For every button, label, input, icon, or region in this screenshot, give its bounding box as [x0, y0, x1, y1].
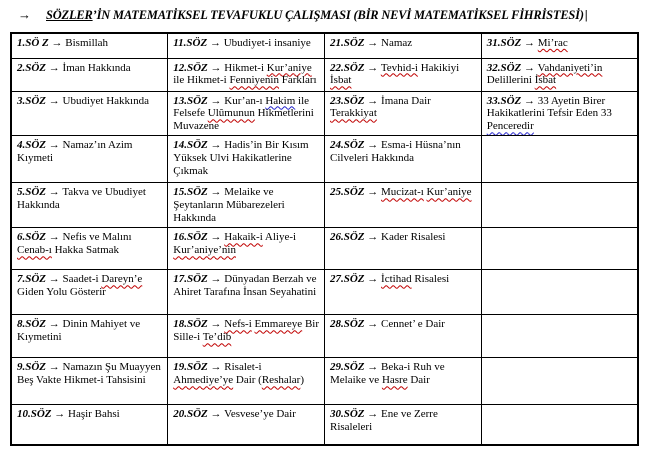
cell-text: ) — [300, 374, 304, 387]
soz-number-label: 22.SÖZ — [330, 61, 365, 74]
arrow-icon: → — [364, 186, 382, 199]
soz-number-label: 6.SÖZ — [17, 231, 47, 244]
spellcheck-flagged-word: Emmareye — [254, 318, 303, 331]
table-row — [11, 315, 638, 358]
arrow-icon: → — [207, 408, 225, 421]
table-cell-empty — [481, 136, 638, 183]
table-cell — [168, 315, 325, 358]
table-cell — [11, 315, 168, 358]
arrow-icon: → — [521, 94, 538, 107]
arrow-icon: → — [364, 408, 382, 421]
table-cell — [11, 358, 168, 405]
soz-number-label: 11.SÖZ — [173, 37, 208, 49]
cell-text: Kader Risalesi — [381, 231, 446, 244]
spellcheck-flagged-word: Mucizat-ı — [381, 186, 424, 199]
spellcheck-flagged-word: Te’dib — [202, 331, 232, 344]
soz-number-label: 14.SÖZ — [173, 139, 208, 152]
soz-number-label: 16.SÖZ — [173, 231, 208, 244]
spellcheck-flagged-word: Penceredir — [486, 120, 534, 133]
cell-text: Delillerini — [486, 74, 535, 87]
table-row — [11, 405, 638, 445]
table-row — [11, 33, 638, 58]
spellcheck-flagged-word: Hakim — [265, 94, 296, 107]
spellcheck-flagged-word: Mi’rac — [537, 37, 568, 49]
table-cell-empty — [481, 358, 638, 405]
soz-number-label: 27.SÖZ — [330, 273, 365, 286]
spellcheck-flagged-word: Tevhid-i — [380, 61, 418, 74]
soz-number-label: 17.SÖZ — [173, 273, 208, 286]
cell-text: 33 Ayetin Birer Hakikatlerini Tefsir Eden 33 — [486, 94, 612, 120]
cell-text: Ene ve Zerre Risaleleri — [330, 408, 438, 434]
table-cell — [325, 33, 482, 58]
cell-text: Cennet’ e Dair — [381, 318, 445, 331]
table-cell-empty — [481, 405, 638, 445]
cell-text: Risalesi — [411, 273, 450, 286]
soz-number-label: 20.SÖZ — [173, 408, 208, 421]
arrow-icon: → — [51, 408, 69, 421]
soz-number-label: 21.SÖZ — [330, 37, 365, 49]
table-cell — [168, 33, 325, 58]
cell-text: Ubudiyet-i insaniye — [223, 37, 311, 49]
table-cell — [168, 183, 325, 228]
arrow-icon: → — [207, 139, 225, 152]
table-cell-empty — [481, 270, 638, 315]
arrow-icon: → — [207, 37, 224, 49]
arrow-icon: → — [46, 61, 63, 74]
arrow-icon: → — [364, 94, 382, 107]
soz-number-label: 15.SÖZ — [173, 186, 208, 199]
table-cell — [325, 228, 482, 270]
cell-text: Hakikiyi — [417, 61, 460, 74]
arrow-icon: → — [364, 273, 382, 286]
table-cell — [325, 91, 482, 136]
spellcheck-flagged-word: Ahmediye’ye — [173, 374, 234, 387]
table-cell — [168, 91, 325, 136]
soz-number-label: 10.SÖZ — [17, 408, 52, 421]
soz-number-label: 4.SÖZ — [17, 139, 47, 152]
arrow-icon: → — [46, 318, 63, 331]
table-row — [11, 91, 638, 136]
cell-text: Risalet-i — [224, 361, 262, 374]
cell-text: İman Hakkında — [62, 61, 131, 74]
soz-number-label: 3.SÖZ — [17, 94, 47, 107]
soz-number-label: 13.SÖZ — [173, 94, 208, 107]
cell-text: Hakka Satmak — [51, 244, 120, 257]
page-title-rest: ’İN MATEMATİKSEL TEVAFUKLU ÇALIŞMASI (BİR NEVİ MATEMATİKSEL FİHRİSTESİ) — [92, 8, 584, 22]
cell-text: Dair — [407, 374, 430, 387]
table-row — [11, 136, 638, 183]
document-title-line — [0, 0, 650, 23]
arrow-icon: → — [364, 231, 382, 244]
spellcheck-flagged-word: Fenniyenin — [229, 74, 279, 87]
spellcheck-flagged-word: Terakkiyat — [330, 107, 377, 120]
table-cell-empty — [481, 183, 638, 228]
cell-text: Hadis’in Bir Kısım Yüksek Ulvi Hakikatlerine Çıkmak — [173, 139, 309, 178]
cell-text: Namaz — [381, 37, 413, 49]
soz-number-label: 18.SÖZ — [173, 318, 208, 331]
spellcheck-flagged-word: Kur’aniye — [266, 61, 312, 74]
soz-number-label: 31.SÖZ — [486, 37, 522, 49]
cell-text: Dinin Mahiyet ve Kıymetini — [17, 318, 141, 344]
arrow-icon: → — [364, 37, 382, 49]
cell-text: Aliye-i — [262, 231, 297, 244]
soz-number-label: 28.SÖZ — [330, 318, 365, 331]
cell-text: Haşir Bahsi — [68, 408, 120, 421]
arrow-icon: → — [364, 318, 382, 331]
table-cell — [481, 91, 638, 136]
arrow-icon: → — [46, 94, 63, 107]
table-row — [11, 228, 638, 270]
soz-number-label: 7.SÖZ — [17, 273, 47, 286]
cell-text: Namaz’ın Azim Kıymeti — [17, 139, 133, 165]
table-row — [11, 358, 638, 405]
arrow-icon: → — [207, 273, 225, 286]
fihrist-table — [10, 32, 639, 446]
table-cell — [11, 91, 168, 136]
cursor-mark: | — [584, 7, 588, 22]
soz-number-label: 26.SÖZ — [330, 231, 365, 244]
cell-text: Nefis ve Malını — [62, 231, 132, 244]
table-cell — [11, 58, 168, 91]
soz-number-label: 9.SÖZ — [17, 361, 47, 374]
table-cell — [168, 405, 325, 445]
table-cell — [11, 270, 168, 315]
cell-text: Takva ve Ubudiyet Hakkında — [17, 186, 146, 212]
cell-text: Melaike ve Şeytanların Mübarezeleri Hakkında — [173, 186, 285, 225]
soz-number-label: 8.SÖZ — [17, 318, 47, 331]
table-cell — [325, 405, 482, 445]
cell-text: ile Hikmet-i — [173, 74, 230, 87]
soz-number-label: 25.SÖZ — [330, 186, 365, 199]
table-cell — [168, 358, 325, 405]
cell-text: Beka-i Ruh ve Melaike ve — [330, 361, 445, 387]
cell-text: Namazın Şu Muayyen Beş Vakte Hikmet-i Tahsisini — [17, 361, 161, 387]
table-cell — [481, 58, 638, 91]
arrow-icon: → — [207, 186, 225, 199]
spellcheck-flagged-word: Cenab-ı — [17, 244, 52, 257]
table-row — [11, 58, 638, 91]
table-cell — [11, 228, 168, 270]
cell-text: Bir Sille-i — [173, 318, 319, 344]
soz-number-label: 29.SÖZ — [330, 361, 365, 374]
cell-text: Dünyadan Berzah ve Ahiret Tarafına İnsan Seyahatini — [173, 273, 317, 299]
arrow-icon: → — [207, 94, 225, 107]
arrow-icon: → — [364, 139, 382, 152]
table-cell — [168, 136, 325, 183]
soz-number-label: 30.SÖZ — [330, 408, 365, 421]
table-row — [11, 183, 638, 228]
spellcheck-flagged-word: İsbat — [330, 74, 352, 87]
arrow-icon: → — [207, 361, 225, 374]
arrow-icon: → — [521, 61, 538, 74]
page-title-underlined-word: SÖZLER — [46, 8, 93, 22]
cell-text: ile Felsefe — [173, 94, 310, 120]
fihrist-table-body — [11, 33, 638, 445]
table-cell — [325, 315, 482, 358]
arrow-icon: → — [46, 361, 63, 374]
table-cell-empty — [481, 228, 638, 270]
soz-number-label: 19.SÖZ — [173, 361, 208, 374]
table-cell — [325, 58, 482, 91]
table-cell — [11, 405, 168, 445]
table-row — [11, 270, 638, 315]
table-cell — [168, 58, 325, 91]
cell-text: Giden Yolu Gösterir — [17, 286, 106, 299]
cell-text: Dair ( — [233, 374, 262, 387]
cell-text: Saadet-i — [62, 273, 102, 286]
cell-text: Ubudiyet Hakkında — [62, 94, 149, 107]
table-cell — [325, 136, 482, 183]
cell-text: Kur’an-ı — [224, 94, 266, 107]
arrow-icon: → — [207, 231, 225, 244]
cell-text: Hikmetlerini Muvazene — [173, 107, 314, 133]
soz-number-label: 5.SÖZ — [17, 186, 47, 199]
spellcheck-flagged-word: Reshalar — [261, 374, 301, 387]
arrow-icon: → — [48, 37, 66, 49]
spellcheck-flagged-word: İctihad — [381, 273, 412, 286]
cell-text: Bismillah — [65, 37, 109, 49]
table-cell — [325, 270, 482, 315]
table-cell — [168, 228, 325, 270]
soz-number-label: 2.SÖZ — [17, 61, 47, 74]
cell-text: Esma-i Hüsna’nın Cilveleri Hakkında — [330, 139, 461, 165]
soz-number-label: 12.SÖZ — [173, 61, 208, 74]
spellcheck-flagged-word: Kur’aniye’nin — [173, 244, 236, 257]
cell-text: Vesvese’ye Dair — [224, 408, 296, 421]
spellcheck-flagged-word: Hakaik-i — [224, 231, 263, 244]
tab-mark-arrow-icon: → — [18, 7, 31, 22]
arrow-icon: → — [207, 318, 225, 331]
soz-number-label: 33.SÖZ — [486, 94, 522, 107]
arrow-icon: → — [521, 37, 538, 49]
arrow-icon: → — [364, 61, 381, 74]
cell-text: Farkları — [278, 74, 317, 87]
spellcheck-flagged-word: Kur’aniye — [426, 186, 472, 199]
arrow-icon: → — [46, 273, 63, 286]
table-cell — [11, 136, 168, 183]
arrow-icon: → — [364, 361, 382, 374]
arrow-icon: → — [46, 139, 63, 152]
soz-number-label: 24.SÖZ — [330, 139, 365, 152]
soz-number-label: 32.SÖZ — [486, 61, 522, 74]
cell-text: Hikmet-i — [224, 61, 267, 74]
spellcheck-flagged-word: Vahdaniyeti’in — [537, 61, 603, 74]
table-cell-empty — [481, 315, 638, 358]
arrow-icon: → — [46, 231, 63, 244]
spellcheck-flagged-word: Hasre — [381, 374, 408, 387]
arrow-icon: → — [207, 61, 225, 74]
soz-number-label: 1.SÖ Z — [17, 37, 49, 49]
spellcheck-flagged-word: Nefs-i — [224, 318, 252, 331]
table-cell — [481, 33, 638, 58]
table-cell — [325, 358, 482, 405]
spellcheck-flagged-word: Dareyn’e — [101, 273, 143, 286]
table-cell — [325, 183, 482, 228]
table-cell — [168, 270, 325, 315]
spellcheck-flagged-word: Ulûmunun — [207, 107, 255, 120]
table-cell — [11, 33, 168, 58]
arrow-icon: → — [46, 186, 63, 199]
cell-text: İmana Dair — [381, 94, 431, 107]
table-cell — [11, 183, 168, 228]
page-title — [46, 7, 588, 23]
spellcheck-flagged-word: İsbat — [534, 74, 557, 87]
soz-number-label: 23.SÖZ — [330, 94, 365, 107]
